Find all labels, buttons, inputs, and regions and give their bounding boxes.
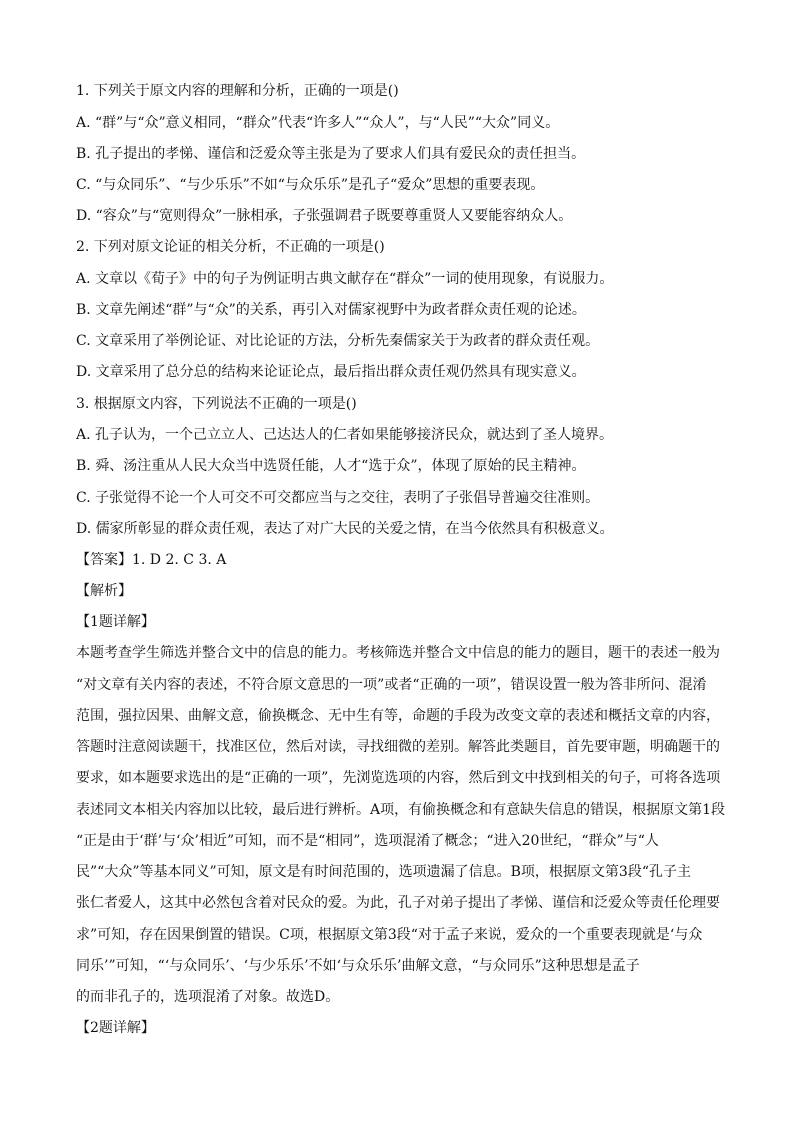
question-3-option-b: B. 舜、汤注重从人民大众当中选贤任能，人才“选于众”，体现了原始的民主精神。 bbox=[76, 458, 586, 474]
question-2-stem: 2. 下列对原文论证的相关分析，不正确的一项是() bbox=[76, 239, 385, 255]
question-2-option-d: D. 文章采用了总分总的结构来论证论点，最后指出群众责任观仍然具有现实意义。 bbox=[76, 364, 586, 380]
question-1-option-a: A. “群”与“众”意义相同，“群众”代表“许多人”“众人”，与“人民”“大众”同义。 bbox=[76, 115, 560, 131]
question-3-option-c: C. 子张觉得不论一个人可交不可交都应当与之交往，表明了子张倡导普遍交往准则。 bbox=[76, 490, 600, 506]
question-2-option-a: A. 文章以《荀子》中的句子为例证明古典文献存在“群众”一词的使用现象，有说服力。 bbox=[76, 271, 614, 287]
detail-2-heading: 【2题详解】 bbox=[76, 1020, 155, 1036]
question-2-option-c: C. 文章采用了举例论证、对比论证的方法，分析先秦儒家关于为政者的群众责任观。 bbox=[76, 333, 600, 349]
question-1-option-c: C. “与众同乐”、“与少乐乐”不如“与众乐乐”是孔子“爱众”思想的重要表现。 bbox=[76, 177, 545, 193]
detail-1-line: 答题时注意阅读题干，找准区位，然后对读，寻找细微的差别。解答此类题目，首先要审题，明确题干的 bbox=[76, 739, 720, 755]
detail-1-line: “正是由于‘群’与‘众’相近”可知，而不是“相同”，选项混淆了概念；“进入20世纪，“群众”与“人 bbox=[76, 833, 659, 849]
detail-1-line: 民”“大众”等基本同义”可知，原文是有时间范围的，选项遗漏了信息。B项，根据原文第3段“孔子主 bbox=[76, 864, 691, 880]
detail-1-line: 表述同文本相关内容加以比较，最后进行辨析。A项，有偷换概念和有意缺失信息的错误，根据原文第1段 bbox=[76, 802, 726, 818]
detail-1-line: “对文章有关内容的表述，不符合原文意思的一项”或者“正确的一项”，错误设置一般为答非所问、混淆 bbox=[76, 677, 707, 693]
question-3-option-a: A. 孔子认为，一个己立立人、己达达人的仁者如果能够接济民众，就达到了圣人境界。 bbox=[76, 427, 614, 443]
detail-1-heading: 【1题详解】 bbox=[76, 614, 155, 630]
question-3-option-d: D. 儒家所彰显的群众责任观，表达了对广大民的关爱之情，在当今依然具有积极意义。 bbox=[76, 521, 614, 537]
detail-1-line: 求”可知，存在因果倒置的错误。C项，根据原文第3段“对于孟子来说，爱众的一个重要表现就是‘与众 bbox=[76, 927, 703, 943]
detail-1-line: 要求，如本题要求选出的是“正确的一项”，先浏览选项的内容，然后到文中找到相关的句子，可将各选项 bbox=[76, 770, 721, 786]
answer-line: 【答案】1. D 2. C 3. A bbox=[76, 552, 227, 568]
question-1-option-b: B. 孔子提出的孝悌、谨信和泛爱众等主张是为了要求人们具有爱民众的责任担当。 bbox=[76, 146, 586, 162]
question-2-option-b: B. 文章先阐述“群”与“众”的关系，再引入对儒家视野中为政者群众责任观的论述。 bbox=[76, 302, 586, 318]
detail-1-line: 范围，强拉因果、曲解文意，偷换概念、无中生有等，命题的手段为改变文章的表述和概括文章的内容， bbox=[76, 708, 720, 724]
detail-1-line: 本题考查学生筛选并整合文中的信息的能力。考核筛选并整合文中信息的能力的题目，题干的表述一般为 bbox=[76, 645, 720, 661]
detail-1-line: 的而非孔子的，选项混淆了对象。故选D。 bbox=[76, 989, 340, 1005]
question-1-option-d: D. “容众”与“宽则得众”一脉相承，子张强调君子既要尊重贤人又要能容纳众人。 bbox=[76, 208, 573, 224]
detail-1-line: 同乐’”可知，“‘与众同乐’、‘与少乐乐’不如‘与众乐乐’曲解文意，“与众同乐”这种思想是孟子 bbox=[76, 958, 640, 974]
question-1-stem: 1. 下列关于原文内容的理解和分析，正确的一项是() bbox=[76, 83, 399, 99]
detail-1-line: 张仁者爱人，这其中必然包含着对民众的爱。为此，孔子对弟子提出了孝悌、谨信和泛爱众等责任伦理要 bbox=[76, 895, 720, 911]
analysis-heading: 【解析】 bbox=[76, 583, 132, 599]
question-3-stem: 3. 根据原文内容，下列说法不正确的一项是() bbox=[76, 396, 357, 412]
